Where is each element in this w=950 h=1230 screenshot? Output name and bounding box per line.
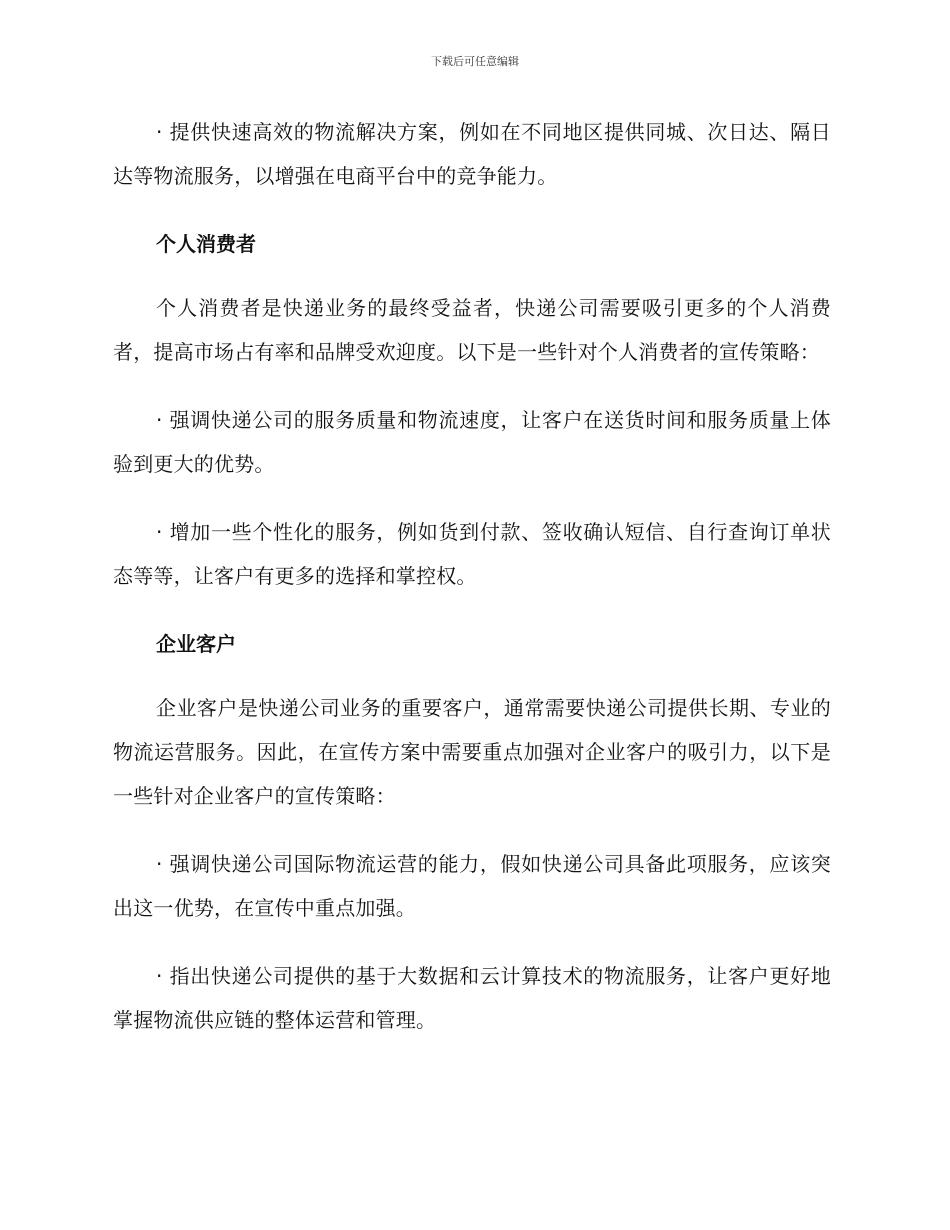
document-body — [113, 110, 831, 1066]
paragraph-service-quality: · 强调快递公司的服务质量和物流速度，让客户在送货时间和服务质量上体验到更大的优势。 — [113, 408, 831, 476]
paragraph-big-data-service: · 指出快递公司提供的基于大数据和云计算技术的物流服务，让客户更好地掌握物流供应链的整体运营和管理。 — [113, 964, 831, 1032]
paragraph-logistics-solution: · 提供快速高效的物流解决方案，例如在不同地区提供同城、次日达、隔日达等物流服务，以增强在电商平台中的竞争能力。 — [113, 120, 831, 188]
paragraph-individual-intro: 个人消费者是快递业务的最终受益者，快递公司需要吸引更多的个人消费者，提高市场占有率和品牌受欢迎度。以下是一些针对个人消费者的宣传策略： — [113, 296, 831, 364]
paragraph-international-logistics: · 强调快递公司国际物流运营的能力，假如快递公司具备此项服务，应该突出这一优势，在宣传中重点加强。 — [113, 852, 831, 920]
heading-enterprise-clients: 企业客户 — [156, 632, 236, 656]
paragraph-enterprise-intro: 企业客户是快递公司业务的重要客户，通常需要快递公司提供长期、专业的物流运营服务。因此，在宣传方案中需要重点加强对企业客户的吸引力，以下是一些针对企业客户的宣传策略： — [113, 696, 831, 808]
header-note: 下载后可任意编辑 — [431, 55, 519, 68]
heading-individual-consumers: 个人消费者 — [156, 232, 256, 256]
paragraph-personalized-service: · 增加一些个性化的服务，例如货到付款、签收确认短信、自行查询订单状态等等，让客户有更多的选择和掌控权。 — [113, 520, 831, 588]
